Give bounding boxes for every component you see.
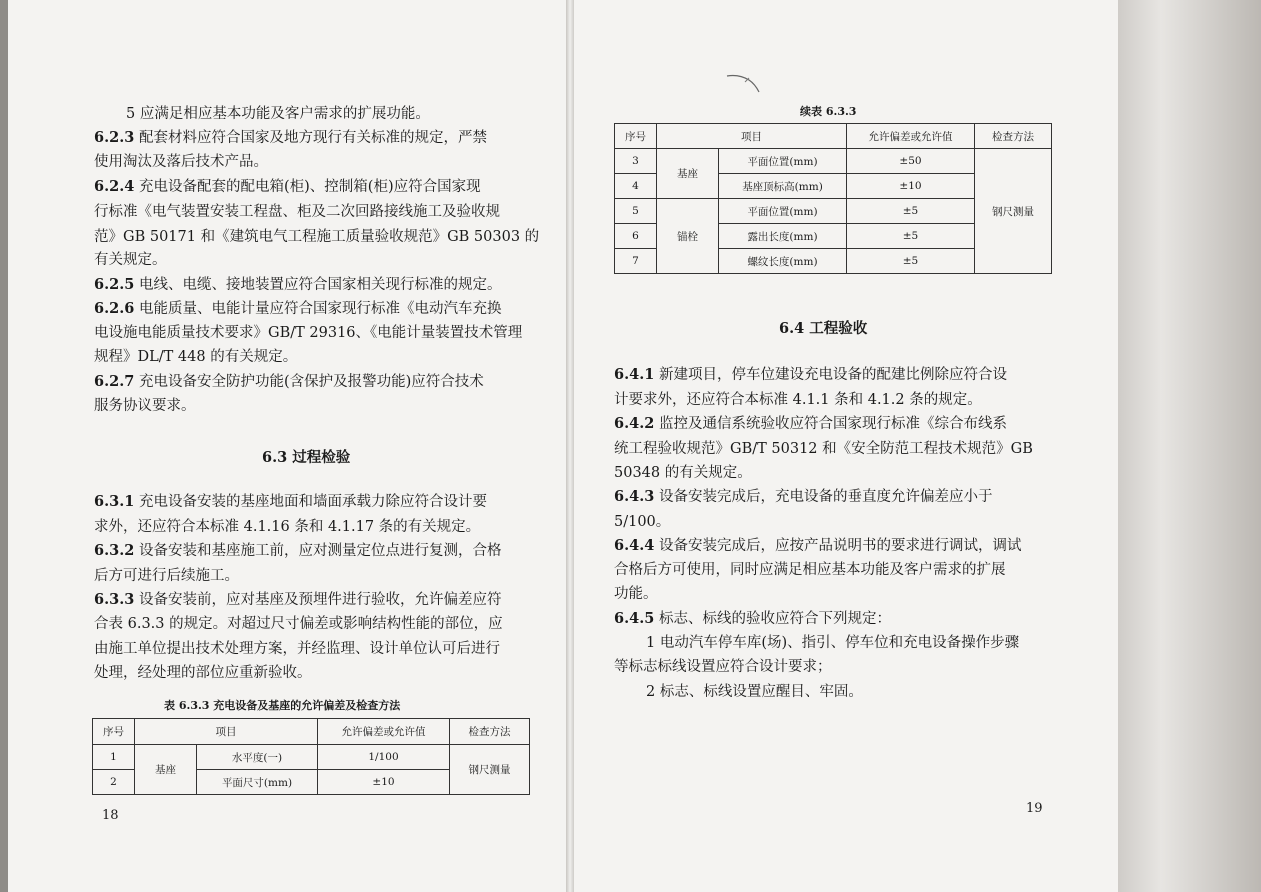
cell-group: 基座 xyxy=(657,149,719,199)
right-line-3: 6.4.2 监控及通信系统验收应符合国家现行标准《综合布线系 xyxy=(614,415,1007,432)
header-item: 项目 xyxy=(135,719,318,745)
right-line-10: 功能。 xyxy=(614,586,658,602)
cell-group: 基座 xyxy=(135,745,197,795)
cell-no: 6 xyxy=(615,224,657,249)
tolerance-table-left xyxy=(92,718,530,795)
cell-no: 1 xyxy=(93,745,135,770)
right-table-caption: 续表 6.3.3 xyxy=(800,105,857,118)
section-heading-6-3: 6.3 过程检验 xyxy=(262,449,351,466)
cell-tolerance: ±5 xyxy=(847,249,975,274)
table-row xyxy=(615,149,1052,174)
left-line-11: 规程》DL/T 448 的有关规定。 xyxy=(94,349,298,365)
left-line-9: 6.2.6 电能质量、电能计量应符合国家现行标准《电动汽车充换 xyxy=(94,300,502,317)
left-line-2: 6.2.3 配套材料应符合国家及地方现行有关标准的规定，严禁 xyxy=(94,129,487,146)
right-line-13: 等标志标线设置应符合设计要求； xyxy=(614,659,832,675)
left-line-21: 处理，经处理的部位应重新验收。 xyxy=(94,665,312,681)
left-table-caption: 表 6.3.3 充电设备及基座的允许偏差及检查方法 xyxy=(164,699,401,712)
right-line-4: 统工程验收规范》GB/T 50312 和《安全防范工程技术规范》GB xyxy=(614,441,1033,457)
cell-tolerance: ±10 xyxy=(318,770,450,795)
left-line-1: 5 应满足相应基本功能及客户需求的扩展功能。 xyxy=(126,106,430,122)
cell-tolerance: ±5 xyxy=(847,224,975,249)
cell-no: 3 xyxy=(615,149,657,174)
cell-method: 钢尺测量 xyxy=(975,149,1052,274)
page-number-right: 19 xyxy=(1026,801,1043,816)
cell-tolerance: 1/100 xyxy=(318,745,450,770)
cell-no: 2 xyxy=(93,770,135,795)
table-header-row xyxy=(93,719,530,745)
cell-no: 5 xyxy=(615,199,657,224)
left-line-15: 求外，还应符合本标准 4.1.16 条和 4.1.17 条的有关规定。 xyxy=(94,519,481,535)
right-line-12: 1 电动汽车停车库(场)、指引、停车位和充电设备操作步骤 xyxy=(646,635,1020,651)
pen-mark-icon xyxy=(725,72,765,96)
clause-number: 6.3.2 xyxy=(94,542,135,559)
clause-number: 6.2.7 xyxy=(94,373,135,390)
right-line-5: 50348 的有关规定。 xyxy=(614,465,752,481)
cell-item: 露出长度(mm) xyxy=(719,224,847,249)
cell-tolerance: ±5 xyxy=(847,199,975,224)
clause-number: 6.2.3 xyxy=(94,129,135,146)
header-method: 检查方法 xyxy=(975,124,1052,149)
right-line-11: 6.4.5 标志、标线的验收应符合下列规定： xyxy=(614,610,891,627)
page-number-left: 18 xyxy=(102,808,119,823)
left-line-16: 6.3.2 设备安装和基座施工前，应对测量定位点进行复测，合格 xyxy=(94,542,502,559)
header-no: 序号 xyxy=(615,124,657,149)
cell-tolerance: ±50 xyxy=(847,149,975,174)
right-line-2: 计要求外，还应符合本标准 4.1.1 条和 4.1.2 条的规定。 xyxy=(614,392,982,408)
left-line-8: 6.2.5 电线、电缆、接地装置应符合国家相关现行标准的规定。 xyxy=(94,276,502,293)
left-line-7: 有关规定。 xyxy=(94,252,167,268)
left-line-5: 行标准《电气装置安装工程盘、柜及二次回路接线施工及验收规 xyxy=(94,204,500,220)
cell-item: 平面位置(mm) xyxy=(719,199,847,224)
cell-tolerance: ±10 xyxy=(847,174,975,199)
clause-number: 6.4.3 xyxy=(614,488,655,505)
cell-no: 4 xyxy=(615,174,657,199)
cell-method: 钢尺测量 xyxy=(450,745,530,795)
clause-number: 6.2.4 xyxy=(94,178,135,195)
header-item: 项目 xyxy=(657,124,847,149)
left-line-4: 6.2.4 充电设备配套的配电箱(柜)、控制箱(柜)应符合国家现 xyxy=(94,178,481,195)
cell-item: 平面尺寸(mm) xyxy=(197,770,318,795)
left-line-10: 电设施电能质量技术要求》GB/T 29316、《电能计量装置技术管理 xyxy=(94,325,523,341)
left-line-6: 范》GB 50171 和《建筑电气工程施工质量验收规范》GB 50303 的 xyxy=(94,229,540,245)
left-line-20: 由施工单位提出技术处理方案，并经监理、设计单位认可后进行 xyxy=(94,641,500,657)
table-header-row xyxy=(615,124,1052,149)
left-line-3: 使用淘汰及落后技术产品。 xyxy=(94,154,268,170)
left-line-12: 6.2.7 充电设备安全防护功能(含保护及报警功能)应符合技术 xyxy=(94,373,484,390)
cell-item: 基座顶标高(mm) xyxy=(719,174,847,199)
clause-number: 6.3.3 xyxy=(94,591,135,608)
clause-number: 6.2.6 xyxy=(94,300,135,317)
right-line-8: 6.4.4 设备安装完成后，应按产品说明书的要求进行调试，调试 xyxy=(614,537,1022,554)
tolerance-table-right xyxy=(614,123,1052,274)
clause-number: 6.2.5 xyxy=(94,276,135,293)
section-heading-6-4: 6.4 工程验收 xyxy=(779,320,868,337)
left-line-13: 服务协议要求。 xyxy=(94,398,196,414)
clause-number: 6.4.4 xyxy=(614,537,655,554)
book-edge-right xyxy=(1118,0,1261,892)
clause-number: 6.4.2 xyxy=(614,415,655,432)
header-tolerance: 允许偏差或允许值 xyxy=(847,124,975,149)
table-row xyxy=(93,745,530,770)
clause-number: 6.3.1 xyxy=(94,493,135,510)
header-no: 序号 xyxy=(93,719,135,745)
cell-group: 锚栓 xyxy=(657,199,719,274)
book-edge-left xyxy=(0,0,8,892)
clause-number: 6.4.5 xyxy=(614,610,655,627)
right-line-6: 6.4.3 设备安装完成后，充电设备的垂直度允许偏差应小于 xyxy=(614,488,993,505)
right-line-1: 6.4.1 新建项目，停车位建设充电设备的配建比例除应符合设 xyxy=(614,366,1007,383)
left-line-19: 合表 6.3.3 的规定。对超过尺寸偏差或影响结构性能的部位，应 xyxy=(94,616,503,632)
clause-number: 6.4.1 xyxy=(614,366,655,383)
left-line-14: 6.3.1 充电设备安装的基座地面和墙面承载力除应符合设计要 xyxy=(94,493,487,510)
header-tolerance: 允许偏差或允许值 xyxy=(318,719,450,745)
cell-no: 7 xyxy=(615,249,657,274)
left-line-17: 后方可进行后续施工。 xyxy=(94,568,239,584)
cell-item: 水平度(一) xyxy=(197,745,318,770)
left-line-18: 6.3.3 设备安装前，应对基座及预埋件进行验收，允许偏差应符 xyxy=(94,591,502,608)
cell-item: 螺纹长度(mm) xyxy=(719,249,847,274)
cell-item: 平面位置(mm) xyxy=(719,149,847,174)
right-line-7: 5/100。 xyxy=(614,514,671,530)
header-method: 检查方法 xyxy=(450,719,530,745)
right-line-14: 2 标志、标线设置应醒目、牢固。 xyxy=(646,684,863,700)
right-line-9: 合格后方可使用，同时应满足相应基本功能及客户需求的扩展 xyxy=(614,562,1006,578)
